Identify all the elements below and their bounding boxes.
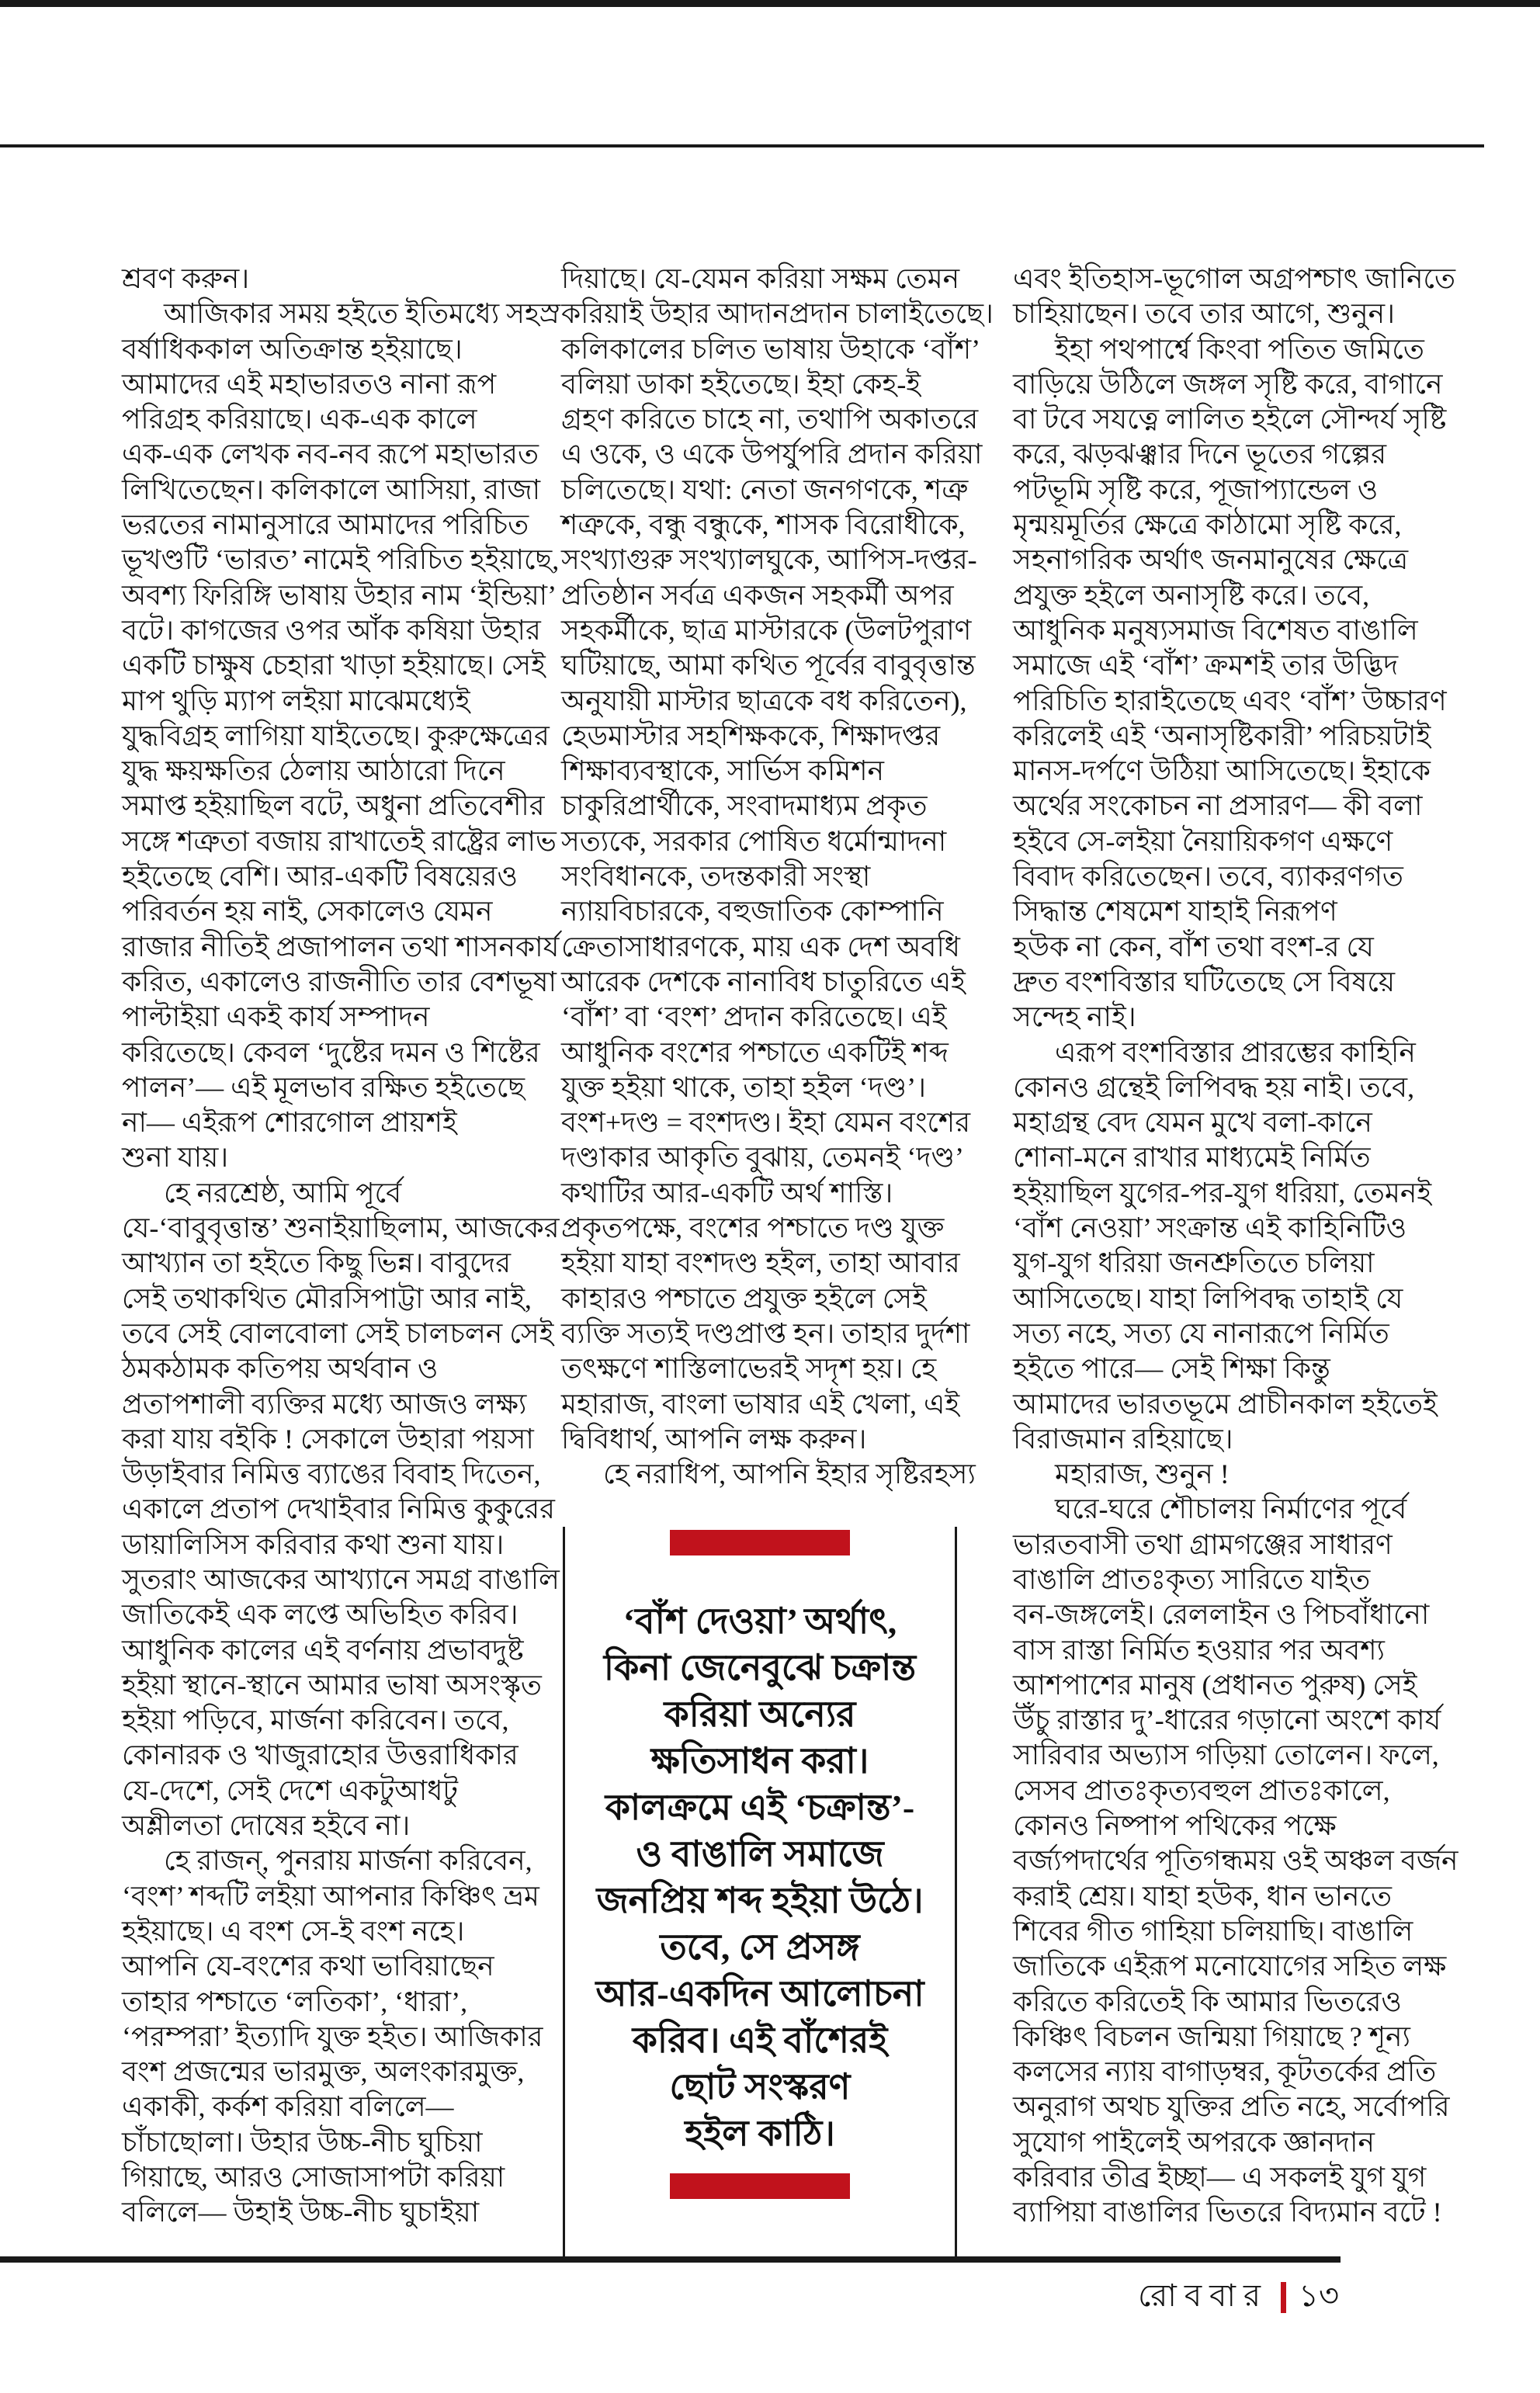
text-line: গ্রহণ করিতে চাহে না, তথাপি অকাতরে: [561, 404, 979, 435]
text-line: আপনি যে-বংশের কথা ভাবিয়াছেন: [122, 1951, 494, 1982]
text-line: আসিতেছে। যাহা লিপিবদ্ধ তাহাই যে: [1013, 1282, 1403, 1314]
text-line: বিরাজমান রহিয়াছে।: [1013, 1423, 1233, 1455]
pull-quote-line: আর-একদিন আলোচনা: [595, 1974, 924, 2013]
page-top-edge-bar: [0, 0, 1540, 7]
text-line: মহাগ্রন্থ বেদ যেমন মুখে বলা-কানে: [1013, 1107, 1372, 1139]
text-line: যুদ্ধবিগ্রহ লাগিয়া যাইতেছে। কুরুক্ষেত্রের: [122, 720, 550, 751]
text-line: বাস রাস্তা নির্মিত হওয়ার পর অবশ্য: [1013, 1634, 1385, 1666]
top-rule: [0, 144, 1484, 147]
text-line: লিখিতেছেন। কলিকালে আসিয়া, রাজা: [122, 473, 541, 505]
text-line: ন্যায়বিচারকে, বহুজাতিক কোম্পানি: [561, 896, 944, 928]
text-line: তাহার পশ্চাতে ‘লতিকা’, ‘ধারা’,: [122, 1985, 468, 2017]
text-line: কাহারও পশ্চাতে প্রযুক্ত হইলে সেই: [561, 1282, 927, 1314]
text-line: সন্দেহ নাই।: [1013, 1001, 1136, 1033]
text-line: সঙ্গে শত্রুতা বজায় রাখাতেই রাষ্ট্রের লাভ: [122, 825, 557, 857]
text-line: আখ্যান তা হইতে কিছু ভিন্ন। বাবুদের: [122, 1247, 512, 1279]
pull-quote-line: কালক্রমে এই ‘চক্রান্ত’-: [605, 1788, 915, 1827]
text-line: সেই তথাকথিত মৌরসিপাট্টা আর নাই,: [122, 1282, 532, 1314]
text-line: বা টবে সযত্নে লালিত হইলে সৌন্দর্য সৃষ্টি: [1013, 404, 1447, 435]
text-line: হইতে পারে— সেই শিক্ষা কিন্তু: [1013, 1353, 1330, 1385]
text-line: সত্য নহে, সত্য যে নানারূপে নির্মিত: [1013, 1317, 1389, 1349]
text-line: সংখ্যাগুরু সংখ্যালঘুকে, আপিস-দপ্তর-: [561, 544, 977, 576]
text-line: ঠমকঠামক কতিপয় অর্থবান ও: [122, 1353, 439, 1385]
text-line: পটভূমি সৃষ্টি করে, পূজাপ্যান্ডেল ও: [1013, 473, 1379, 505]
text-line: করিয়াই উহার আদানপ্রদান চালাইতেছে।: [561, 298, 994, 330]
text-line: বলিয়া ডাকা হইতেছে। ইহা কেহ-ই: [561, 368, 921, 400]
pull-quote-line: জনপ্রিয় শব্দ হইয়া উঠে।: [596, 1881, 924, 1920]
text-line: হইয়াছে। এ বংশ সে-ই বংশ নহে।: [122, 1915, 465, 1947]
text-line: প্রযুক্ত হইলে অনাসৃষ্টি করে। তবে,: [1013, 579, 1370, 611]
text-line: জাতিকে এইরূপ মনোযোগের সহিত লক্ষ: [1013, 1951, 1447, 1982]
pull-quote-line: ‘বাঁশ দেওয়া’ অর্থাৎ,: [623, 1601, 897, 1641]
text-line: কিঞ্চিৎ বিচলন জন্মিয়া গিয়াছে ? শূন্য: [1013, 2020, 1410, 2052]
text-line: পরিগ্রহ করিয়াছে। এক-এক কালে: [122, 404, 477, 435]
text-line: প্রতিষ্ঠান সর্বত্র একজন সহকর্মী অপর: [561, 579, 954, 611]
text-line: শত্রুকে, বন্ধু বন্ধুকে, শাসক বিরোধীকে,: [561, 509, 966, 541]
page-number: ১৩: [1299, 2278, 1339, 2313]
text-line: আমাদের ভারতভূমে প্রাচীনকাল হইতেই: [1013, 1388, 1438, 1420]
text-line: অনুরাগ অথচ যুক্তির প্রতি নহে, সর্বোপরি: [1013, 2091, 1450, 2123]
text-line: অবশ্য ফিরিঙ্গি ভাষায় উহার নাম ‘ইন্ডিয়া’: [122, 579, 557, 611]
pull-quote-line: করিয়া অন্যের: [664, 1694, 856, 1734]
text-line: আশপাশের মানুষ (প্রধানত পুরুষ) সেই: [1013, 1669, 1417, 1701]
text-line: তৎক্ষণে শাস্তিলাভেরই সদৃশ হয়। হে: [561, 1353, 937, 1385]
pull-quote-bottom-bar: [670, 2173, 850, 2199]
article-column-middle: [561, 262, 994, 1492]
text-line: যুক্ত হইয়া থাকে, তাহা হইল ‘দণ্ড’।: [561, 1071, 926, 1103]
pull-quote-line: করিব। এই বাঁশেরই: [632, 2020, 888, 2060]
text-line: ‘পরম্পরা’ ইত্যাদি যুক্ত হইত। আজিকার: [122, 2020, 543, 2052]
text-line: মাপ থুড়ি ম্যাপ লইয়া মাঝেমধ্যেই: [122, 685, 470, 716]
text-line: এক-এক লেখক নব-নব রূপে মহাভারত: [122, 439, 539, 470]
text-line: হউক না কেন, বাঁশ তথা বংশ-র যে: [1013, 931, 1374, 962]
text-line: সেসব প্রাতঃকৃত্যবহুল প্রাতঃকালে,: [1013, 1774, 1390, 1806]
text-line: হইয়া স্থানে-স্থানে আমার ভাষা অসংস্কৃত: [122, 1669, 542, 1701]
text-line: হইয়াছিল যুগের-পর-যুগ ধরিয়া, তেমনই: [1013, 1177, 1432, 1209]
text-line: সিদ্ধান্ত শেষমেশ যাহাই নিরূপণ: [1013, 896, 1337, 928]
text-line: পরিচিতি হারাইতেছে এবং ‘বাঁশ’ উচ্চারণ: [1013, 685, 1447, 716]
article-column-left: [122, 262, 560, 2231]
text-line: সহনাগরিক অর্থাৎ জনমানুষের ক্ষেত্রে: [1013, 544, 1409, 576]
text-line: বংশ+দণ্ড = বংশদণ্ড। ইহা যেমন বংশের: [561, 1107, 971, 1139]
text-line: সমাপ্ত হইয়াছিল বটে, অধুনা প্রতিবেশীর: [122, 790, 545, 822]
text-line: ভারতবাসী তথা গ্রামগঞ্জের সাধারণ: [1013, 1528, 1393, 1560]
text-line: সুতরাং আজকের আখ্যানে সমগ্র বাঙালি: [122, 1563, 560, 1595]
text-line: সারিবার অভ্যাস গড়িয়া তোলেন। ফলে,: [1013, 1739, 1439, 1771]
text-line: বাঙালি প্রাতঃকৃত্য সারিতে যাইত: [1013, 1563, 1371, 1595]
text-line: হইয়া যাহা বংশদণ্ড হইল, তাহা আবার: [561, 1247, 960, 1279]
text-line: সুযোগ পাইলেই অপরকে জ্ঞানদান: [1013, 2126, 1375, 2158]
footer-rule: [0, 2256, 1341, 2263]
text-line: ব্যাপিয়া বাঙালির ভিতরে বিদ্যমান বটে !: [1013, 2197, 1442, 2228]
text-line: হে নরাধিপ, আপনি ইহার সৃষ্টিরহস্য: [561, 1458, 976, 1490]
text-line: যে-‘বাবুবৃত্তান্ত’ শুনাইয়াছিলাম, আজকের: [122, 1212, 560, 1244]
text-line: হে রাজন্‌, পুনরায় মার্জনা করিবেন,: [122, 1845, 532, 1877]
text-line: বর্জ্যপদার্থের পূতিগন্ধময় ওই অঞ্চল বর্জন: [1013, 1845, 1458, 1877]
text-line: ‘বাঁশ নেওয়া’ সংক্রান্ত এই কাহিনিটিও: [1013, 1212, 1407, 1244]
text-line: তবে সেই বোলবোলা সেই চালচলন সেই: [122, 1317, 554, 1349]
text-line: করিতে করিতেই কি আমার ভিতরেও: [1013, 1985, 1402, 2017]
text-line: একটি চাক্ষুষ চেহারা খাড়া হইয়াছে। সেই: [122, 650, 546, 681]
text-line: বংশ প্রজন্মের ভারমুক্ত, অলংকারমুক্ত,: [122, 2056, 525, 2088]
text-line: প্রতাপশালী ব্যক্তির মধ্যে আজও লক্ষ্য: [122, 1388, 527, 1420]
text-line: ক্রেতাসাধারণকে, মায় এক দেশ অবধি: [561, 931, 960, 962]
text-line: হইয়া পড়িবে, মার্জনা করিবেন। তবে,: [122, 1705, 509, 1736]
text-line: যে-দেশে, সেই দেশে একটুআধটু: [122, 1774, 458, 1806]
pull-quote-line: ক্ষতিসাধন করা।: [650, 1741, 869, 1781]
text-line: সহকর্মীকে, ছাত্র মাস্টারকে (উলটপুরাণ: [561, 614, 972, 646]
pull-quote-top-bar: [670, 1530, 850, 1555]
text-line: মৃন্ময়মূর্তির ক্ষেত্রে কাঠামো সৃষ্টি করে,: [1013, 509, 1402, 541]
pull-quote-line: ছোট সংস্করণ: [669, 2067, 851, 2107]
text-line: হেডমাস্টার সহশিক্ষককে, শিক্ষাদপ্তর: [561, 720, 941, 751]
text-line: বটে। কাগজের ওপর আঁক কষিয়া উহার: [122, 614, 541, 646]
pull-quote-line: তবে, সে প্রসঙ্গ: [660, 1927, 860, 1967]
text-line: রাজার নীতিই প্রজাপালন তথা শাসনকার্য: [122, 931, 560, 962]
text-line: ‘বংশ’ শব্দটি লইয়া আপনার কিঞ্চিৎ ভ্রম: [122, 1880, 539, 1912]
text-line: করিতেছে। কেবল ‘দুষ্টের দমন ও শিষ্টের: [122, 1036, 540, 1068]
text-line: মহারাজ, শুনুন !: [1013, 1458, 1230, 1490]
text-line: করাই শ্রেয়। যাহা হউক, ধান ভানতে: [1013, 1880, 1393, 1912]
text-line: ইহা পথপার্শ্বে কিংবা পতিত জমিতে: [1013, 333, 1424, 365]
text-line: পাল্টাইয়া একই কার্য সম্পাদন: [122, 1001, 430, 1033]
text-line: আরেক দেশকে নানাবিধ চাতুরিতে এই: [561, 966, 966, 997]
text-line: মানস-দর্পণে উঠিয়া আসিতেছে। ইহাকে: [1013, 755, 1431, 787]
text-line: বন-জঙ্গলেই। রেললাইন ও পিচবাঁধানো: [1013, 1599, 1430, 1631]
text-line: কলিকালের চলিত ভাষায় উহাকে ‘বাঁশ’: [561, 333, 981, 365]
text-line: পালন’— এই মূলভাব রক্ষিত হইতেছে: [122, 1071, 525, 1103]
text-line: সমাজে এই ‘বাঁশ’ ক্রমশই তার উদ্ভিদ: [1013, 650, 1399, 681]
text-line: এরূপ বংশবিস্তার প্রারম্ভের কাহিনি: [1013, 1036, 1416, 1068]
text-line: চাঁচাছোলা। উহার উচ্চ-নীচ ঘুচিয়া: [122, 2126, 483, 2158]
text-line: শিক্ষাব্যবস্থাকে, সার্ভিস কমিশন: [561, 755, 885, 787]
text-line: কলসের ন্যায় বাগাড়ম্বর, কূটতর্কের প্রতি: [1013, 2056, 1437, 2088]
text-line: করিলেই এই ‘অনাসৃষ্টিকারী’ পরিচয়টাই: [1013, 720, 1431, 751]
text-line: আধুনিক মনুষ্যসমাজ বিশেষত বাঙালি: [1013, 614, 1418, 646]
text-line: দিয়াছে। যে-যেমন করিয়া সক্ষম তেমন: [561, 263, 960, 294]
text-line: করে, ঝড়ঝঞ্ঝার দিনে ভূতের গল্পের: [1013, 439, 1387, 470]
text-line: অর্থের সংকোচন না প্রসারণ— কী বলা: [1013, 790, 1423, 822]
text-line: বিবাদ করিতেছেন। তবে, ব্যাকরণগত: [1013, 861, 1403, 893]
text-line: এ ওকে, ও একে উপর্যুপরি প্রদান করিয়া: [561, 439, 983, 470]
text-line: শুনা যায়।: [122, 1142, 229, 1174]
text-line: ডায়ালিসিস করিবার কথা শুনা যায়।: [122, 1528, 505, 1560]
text-line: প্রকৃতপক্ষে, বংশের পশ্চাতে দণ্ড যুক্ত: [561, 1212, 945, 1244]
text-line: দ্রুত বংশবিস্তার ঘটিতেছে সে বিষয়ে: [1013, 966, 1396, 997]
text-line: পরিবর্তন হয় নাই, সেকালেও যেমন: [122, 896, 493, 928]
text-line: বাড়িয়ে উঠিলে জঙ্গল সৃষ্টি করে, বাগানে: [1013, 368, 1443, 400]
text-line: হে নরশ্রেষ্ঠ, আমি পূর্বে: [122, 1177, 402, 1209]
text-line: আমাদের এই মহাভারতও নানা রূপ: [122, 368, 497, 400]
text-line: করিত, একালেও রাজনীতি তার বেশভূষা: [122, 966, 557, 997]
text-line: একাকী, কর্কশ করিয়া বলিলে—: [122, 2091, 454, 2123]
text-line: শ্রবণ করুন।: [122, 263, 250, 294]
text-line: সংবিধানকে, তদন্তকারী সংস্থা: [561, 861, 871, 893]
text-line: উঁচু রাস্তার দু’-ধারের গড়ানো অংশে কার্য: [1013, 1705, 1441, 1736]
text-line: মহারাজ, বাংলা ভাষার এই খেলা, এই: [561, 1388, 960, 1420]
text-line: ভূখণ্ডটি ‘ভারত’ নামেই পরিচিত হইয়াছে,: [122, 544, 560, 576]
text-line: জাতিকেই এক লপ্তে অভিহিত করিব।: [122, 1599, 519, 1631]
pull-quote-line: কিনা জেনেবুঝে চক্রান্ত: [603, 1648, 917, 1687]
pull-quote-line: হইল কাঠি।: [685, 2114, 835, 2153]
text-line: গিয়াছে, আরও সোজাসাপটা করিয়া: [122, 2162, 505, 2194]
text-line: বলিলে— উহাই উচ্চ-নীচ ঘুচাইয়া: [122, 2197, 480, 2228]
text-line: না— এইরূপ শোরগোল প্রায়শই: [122, 1107, 457, 1139]
pull-quote-line: ও বাঙালি সমাজে: [636, 1834, 884, 1874]
text-line: চাকুরিপ্রার্থীকে, সংবাদমাধ্যম প্রকৃত: [561, 790, 928, 822]
text-line: ভরতের নামানুসারে আমাদের পরিচিত: [122, 509, 529, 541]
text-line: কোনও গ্রন্থেই লিপিবদ্ধ হয় নাই। তবে,: [1013, 1071, 1415, 1103]
text-line: সত্যকে, সরকার পোষিত ধর্মোন্মাদনা: [561, 825, 947, 857]
text-line: কোনারক ও খাজুরাহোর উত্তরাধিকার: [122, 1739, 519, 1771]
text-line: যুগ-যুগ ধরিয়া জনশ্রুতিতে চলিয়া: [1013, 1247, 1375, 1279]
footer: [1138, 2271, 1339, 2323]
text-line: হইতেছে বেশি। আর-একটি বিষয়েরও: [122, 861, 518, 893]
text-line: ‘বাঁশ’ বা ‘বংশ’ প্রদান করিতেছে। এই: [561, 1001, 947, 1033]
text-line: দ্বিবিধার্থ, আপনি লক্ষ করুন।: [561, 1423, 867, 1455]
text-line: শিবের গীত গাহিয়া চলিয়াছি। বাঙালি: [1013, 1915, 1413, 1947]
pull-quote-box: [563, 1527, 957, 2259]
text-line: বর্ষাধিককাল অতিক্রান্ত হইয়াছে।: [122, 333, 463, 365]
text-line: ব্যক্তি সত্যই দণ্ডপ্রাপ্ত হন। তাহার দুর্দশা: [561, 1317, 970, 1349]
text-line: দণ্ডাকার আকৃতি বুঝায়, তেমনই ‘দণ্ড’: [561, 1142, 964, 1174]
text-line: করা যায় বইকি ! সেকালে উহারা পয়সা: [122, 1423, 534, 1455]
text-line: কথাটির আর-একটি অর্থ শাস্তি।: [561, 1177, 893, 1209]
text-line: অনুযায়ী মাস্টার ছাত্রকে বধ করিতেন),: [561, 685, 967, 716]
text-line: আজিকার সময় হইতে ইতিমধ্যে সহস্র: [122, 298, 560, 330]
text-line: হইবে সে-লইয়া নৈয়ায়িকগণ এক্ষণে: [1013, 825, 1393, 857]
text-line: উড়াইবার নিমিত্ত ব্যাঙের বিবাহ দিতেন,: [122, 1458, 541, 1490]
footer-divider: [1281, 2282, 1286, 2313]
pull-quote-text: [565, 1598, 955, 2157]
article-column-right: [1013, 262, 1458, 2231]
text-line: চলিতেছে। যথা: নেতা জনগণকে, শত্রু: [561, 473, 969, 505]
text-line: এবং ইতিহাস-ভূগোল অগ্রপশ্চাৎ জানিতে: [1013, 263, 1455, 294]
text-line: কোনও নিষ্পাপ পথিকের পক্ষে: [1013, 1810, 1337, 1842]
text-line: যুদ্ধ ক্ষয়ক্ষতির ঠেলায় আঠারো দিনে: [122, 755, 505, 787]
text-line: ঘরে-ঘরে শৌচালয় নির্মাণের পূর্বে: [1013, 1493, 1407, 1525]
text-line: চাহিয়াছেন। তবে তার আগে, শুনুন।: [1013, 298, 1396, 330]
text-line: আধুনিক কালের এই বর্ণনায় প্রভাবদুষ্ট: [122, 1634, 524, 1666]
text-line: করিবার তীব্র ইচ্ছা— এ সকলই যুগ যুগ: [1013, 2162, 1427, 2194]
text-line: ঘটিয়াছে, আমা কথিত পূর্বের বাবুবৃত্তান্ত: [561, 650, 976, 681]
text-line: শোনা-মনে রাখার মাধ্যমেই নির্মিত: [1013, 1142, 1371, 1174]
magazine-name: রোববার: [1138, 2278, 1269, 2313]
text-line: অশ্লীলতা দোষের হইবে না।: [122, 1810, 411, 1842]
text-line: আধুনিক বংশের পশ্চাতে একটিই শব্দ: [561, 1036, 949, 1068]
text-line: একালে প্রতাপ দেখাইবার নিমিত্ত কুকুরের: [122, 1493, 555, 1525]
